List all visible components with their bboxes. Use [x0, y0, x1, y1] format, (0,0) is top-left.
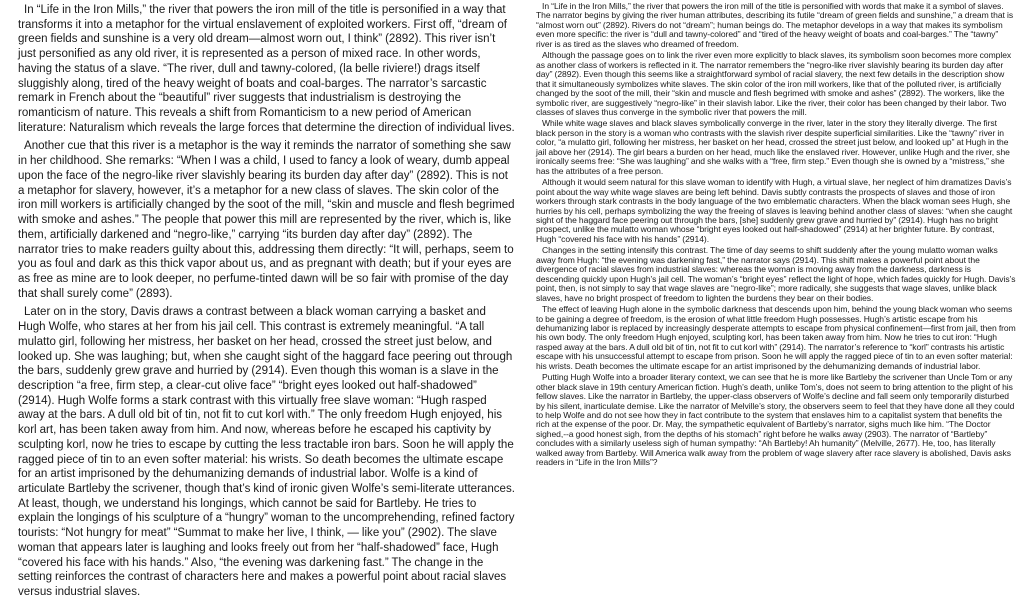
- left-essay-column: [0, 0, 521, 600]
- left-paragraph-2: Another cue that this river is a metaphor is the way it reminds the narrator of something she saw in her childhood. She remarks: “When I was a child, I used to fancy a look of weary, dumb appeal upon the face of the negro-like river slavishly bearing its burden day after day” (2892). This is not a metaphor for slavery, however, it’s a metaphor for a new class of slaves. The skin color of the iron mill workers is artificially changed by the soot of the mill, “skin and muscle and flesh begrimed with smoke and ashes.” The people that power this mill are represented by the river, which is, like them, artificially darkened and “negro-like,” carrying “its burden day after day” (2892). The narrator tries to make readers guilty about this, addressing them directly: “It will, perhaps, seem to you as foul and dark as this thick vapor about us, and as pregnant with death; but if your eyes are as free as mine are to look deeper, no perfume-tinted dawn will be so fair with promise of the day that shall surely come” (2893).: [18, 140, 515, 300]
- right-paragraph-4: Although it would seem natural for this slave woman to identify with Hugh, a virtual slave, her neglect of him dramatizes Davis’s point about the way white wage slaves are being left behind. Davis subtly contrasts the prospects of slaves and those of iron workers through stark contrasts in the body language of the two emblematic characters. When the black woman sees Hugh, she hurries by his cell, perhaps symbolizing the way the freeing of slaves is leaving behind another class of slaves: “when she caught sight of the haggard face peering out through the bars, [she] suddenly grew grave and hurried by” (2914). Hugh has no bright prospect, unlike the mulatto woman whose “bright eyes looked out half-shadowed” (2914) at her brighter future. By contrast, Hugh “covered his face with his hands” (2914).: [536, 177, 1013, 244]
- right-paragraph-6: The effect of leaving Hugh alone in the symbolic darkness that descends upon him, behind the young black woman who seems to be gaining a degree of freedom, is the erosion of what little freedom Hugh possesses. Hugh’s artistic escape from his dehumanizing labor is replaced by increasingly desperate attempts to escape from physical confinement—first from jail, then from his own body. The only freedom Hugh enjoyed, sculpting korl, has been taken away from him. Now he tries to cut iron: “Hugh rasped away at the bars. A dull old bit of tin, not fit to cut korl with” (2914). The narrator’s reference to “korl” contrasts his artistic escape with his unsuccessful attempt to escape from prison. Soon he will apply the ragged piece of tin to an even softer material: his wrists. Death becomes the ultimate escape for an artist imprisoned by the dehumanizing demands of industrial labor.: [536, 304, 1016, 371]
- left-paragraph-1: In “Life in the Iron Mills,” the river that powers the iron mill of the title is personified in a way that transforms it into a metaphor for the virtual enslavement of exploited workers. First off, “dream of green fields and sunshine is a very old dream—almost worn out, I think” (2892). This river isn’t just personified as any old river, it is represented as a person of mixed race. In other words, having the status of a slave. “The river, dull and tawny-colored, (la belle riviere!) drags itself sluggishly along, tired of the heavy weight of boats and coal-barges. The narrator’s sarcastic remark in French about the “beautiful” river suggests that industrialism is destroying the romanticism of nature. This reveals a shift from Romanticism to a new period of American literature: Naturalism which reveals the large forces that determine the direction of individual lives.: [18, 4, 515, 134]
- right-paragraph-7: Putting Hugh Wolfe into a broader literary context, we can see that he is more like Bartleby the scrivener than Uncle Tom or any other black slave in 19th century American fiction. Hugh’s death, unlike Tom’s, does not seem to bring attention to the plight of his fellow slaves. Like the narrator in Bartleby, the upper-class observers of Wolfe’s decline and fall seem only temporarily disturbed by his silent, inarticulate demise. Like the narrator of Melville’s story, the observers seem to feel that they have done all they could to help Wolfe and do not see how they in fact contribute to the system that enslaves him to a capitalist system that benefits the rich at the expense of the poor. Dr. May, the sympathetic equivalent of Bartleby’s narrator, sighs much like him. “The Doctor sighed,--a good honest sigh, from the depths of his stomach” right before he walks away (2903). The narrator of “Bartleby” concludes with a similarly useless sigh of human sympathy: “Ah Bartleby! Ah humanity” (Melville, 2677). He, too, has literally walked away from Bartleby. Will America walk away from the problem of wage slavery after race slavery is abolished, Davis asks readers in “Life in the Iron Mills”?: [536, 372, 1015, 468]
- left-paragraph-3: Later on in the story, Davis draws a contrast between a black woman carrying a basket and Hugh Wolfe, who stares at her from his jail cell. This contrast is extremely meaningful. “A tall mulatto girl, following her mistress, her basket on her head, crossed the street just below, and looked up. She was laughing; but, when she caught sight of the haggard face peering out through the bars, suddenly grew grave and hurried by (2914). Even though this woman is a slave in the description “a free, firm step, a clear-cut olive face” “bright eyes looked out half-shadowed” (2914). Hugh Wolfe forms a stark contrast with this virtually free slave woman: “Hugh rasped away at the bars. A dull old bit of tin, not fit to cut korl with.” The only freedom Hugh enjoyed, his korl art, has been taken away from him. And now, whereas before he escaped his captivity by sculpting korl, now he tries to escape by cutting the less tractable iron bars. Soon he will apply the ragged piece of tin to an even softer material: his wrists. So death becomes the ultimate escape for an artist imprisoned by the dehumanizing demands of industrial labor. Wolfe is a kind of articulate Bartleby the scrivener, though that’s kind of ironic given Wolfe’s semi-literate utterances. At least, though, we understand his longings, which cannot be said for Bartleby. He tries to explain the longings of his sculpture of a “hungry” woman to the uncomprehending, refined factory tourists: “Not hungry for meat” “Summat to make her live, I think, — like you” (2902). The slave woman that appears later is laughing and looks freely out from her “half-shadowed” face, Hugh “covered his face with his hands.” Also, “the evening was darkening fast.” The change in the setting reinforces the contrast of characters here and makes a powerful point about racial slaves versus industrial slaves.: [18, 306, 515, 599]
- right-paragraph-3: While white wage slaves and black slaves symbolically converge in the river, later in the story they literally diverge. The first black person in the story is a woman who contrasts with the slavish river despite superficial similarities. Like the “tawny” river in color, “a mulatto girl, following her mistress, her basket on her head, crossed the street just below, and looked up” at Hugh in the jail above her (2914). The girl bears a burden on her head, much like the enslaved river. However, unlike Hugh and the river, she ironically seems free: “She was laughing” and she walks with a “free, firm step.” Even though she is owned by a “mistress,” she has the attributes of a free person.: [536, 118, 1010, 176]
- right-paragraph-5: Changes in the setting intensify this contrast. The time of day seems to shift suddenly after the young mulatto woman walks away from Hugh: “the evening was darkening fast,” the narrator says (2914). This shift makes a powerful point about the divergence of racial slaves from industrial slaves: whereas the woman is moving away from the darkness, darkness is descending quickly upon Hugh’s jail cell. The woman’s “bright eyes” reflect the light of hope, which fades quickly for Hugh. Davis’s point, then, is not simply to say that wage slaves are “negro-like”; more radically, she suggests that wage slaves, unlike black slaves, have no bright prospect of freedom to lighten the burdens they bear on their bodies.: [536, 245, 1016, 303]
- right-paragraph-1: In “Life in the Iron Mills,” the river that powers the iron mill of the title is personified with words that make it a symbol of slaves. The narrator begins by giving the river human attributes, describing its futile “dream of green fields and sunshine,” a dream that is “almost worn out” (2892). Rivers do not “dream”; human beings do. The metaphor develops in a way that makes its symbolism even more specific: the river is “dull and tawny-colored” and “tired of the heavy weight of boats and coal-barges.” The “tawny” river is as tired as the slaves who dreamed of freedom.: [536, 1, 1014, 49]
- right-essay-column: [528, 0, 1024, 468]
- right-paragraph-2: Although the passage goes on to link the river even more explicitly to black slaves, its symbolism soon becomes more complex as another class of workers is reflected in it. The narrator remembers the “negro-like river slavishly bearing its burden day after day” (2892). Even though this seems like a straightforward symbol of racial slavery, the next few details in the description show that it simultaneously symbolizes white slaves. The skin color of the iron mill workers, like that of the polluted river, is artificially changed by the soot of the mill, their “skin and muscle and flesh begrimed with smoke and ashes” (2892). The workers, like the symbolic river, are suggestively “negro-like” in their slavish labor. Like the river, their color has been changed by their labor. Two classes of slaves thus converge in the symbolic river that powers the mill.: [536, 50, 1012, 117]
